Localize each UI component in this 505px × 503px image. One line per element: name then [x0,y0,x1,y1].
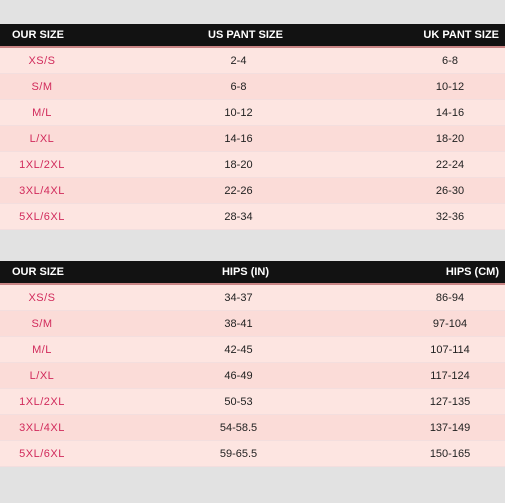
hips-header-3: HIPS (CM) [445,266,499,278]
hips-cell: 127-135 [429,395,471,408]
table-row [0,178,505,204]
table-row [0,126,505,152]
pant-cell: 3XL/4XL [19,184,65,197]
hips-cell: 54-58.5 [219,421,258,434]
pant-header-2: US PANT SIZE [208,29,283,41]
pant-cell: XS/S [28,54,56,67]
table-row [0,389,505,415]
pant-cell: 18-20 [435,132,465,145]
table-row [0,48,505,74]
pant-cell: L/XL [29,132,55,145]
table-row [0,204,505,230]
hips-size-table [0,261,505,467]
pant-size-table [0,24,505,230]
pant-cell: 14-16 [224,132,253,145]
hips-cell: 137-149 [429,421,471,434]
table-row [0,337,505,363]
table-row [0,363,505,389]
hips-cell: 46-49 [224,369,253,382]
hips-cell: 38-41 [224,317,253,330]
hips-cell: L/XL [29,369,55,382]
pant-cell: 5XL/6XL [19,210,65,223]
hips-cell: S/M [31,317,53,330]
hips-cell: 50-53 [224,395,253,408]
table-row [0,311,505,337]
pant-header-1: OUR SIZE [12,29,64,41]
table-row [0,415,505,441]
hips-cell: 59-65.5 [219,447,258,460]
table-row [0,285,505,311]
table-row [0,441,505,467]
hips-header-1: OUR SIZE [12,266,64,278]
pant-cell: 14-16 [435,106,465,119]
pant-cell: 6-8 [230,80,247,93]
pant-cell: 18-20 [224,158,253,171]
pant-cell: 26-30 [435,184,465,197]
table-row [0,74,505,100]
hips-cell: 150-165 [429,447,471,460]
hips-cell: 117-124 [430,369,470,382]
hips-cell: 5XL/6XL [19,447,65,460]
pant-cell: 22-24 [435,158,465,171]
hips-cell: 3XL/4XL [19,421,65,434]
hips-cell: 97-104 [432,317,468,330]
pant-cell: 1XL/2XL [19,158,65,171]
hips-cell: 86-94 [435,291,465,304]
pant-cell: 22-26 [224,184,253,197]
pant-cell: M/L [32,106,52,119]
pant-cell: 2-4 [230,54,247,67]
pant-cell: 32-36 [435,210,465,223]
hips-cell: M/L [32,343,52,356]
pant-header-3: UK PANT SIZE [423,29,499,41]
pant-cell: S/M [31,80,53,93]
table-row [0,152,505,178]
hips-cell: 42-45 [224,343,253,356]
hips-cell: 34-37 [224,291,253,304]
hips-cell: 1XL/2XL [19,395,65,408]
pant-header-row [0,24,505,48]
pant-cell: 28-34 [224,210,253,223]
hips-cell: 107-114 [430,343,470,356]
hips-cell: XS/S [28,291,56,304]
hips-header-2: HIPS (IN) [221,266,270,278]
pant-cell: 10-12 [224,106,253,119]
pant-cell: 10-12 [435,80,465,93]
pant-cell: 6-8 [442,54,458,67]
table-row [0,100,505,126]
hips-header-row [0,261,505,285]
